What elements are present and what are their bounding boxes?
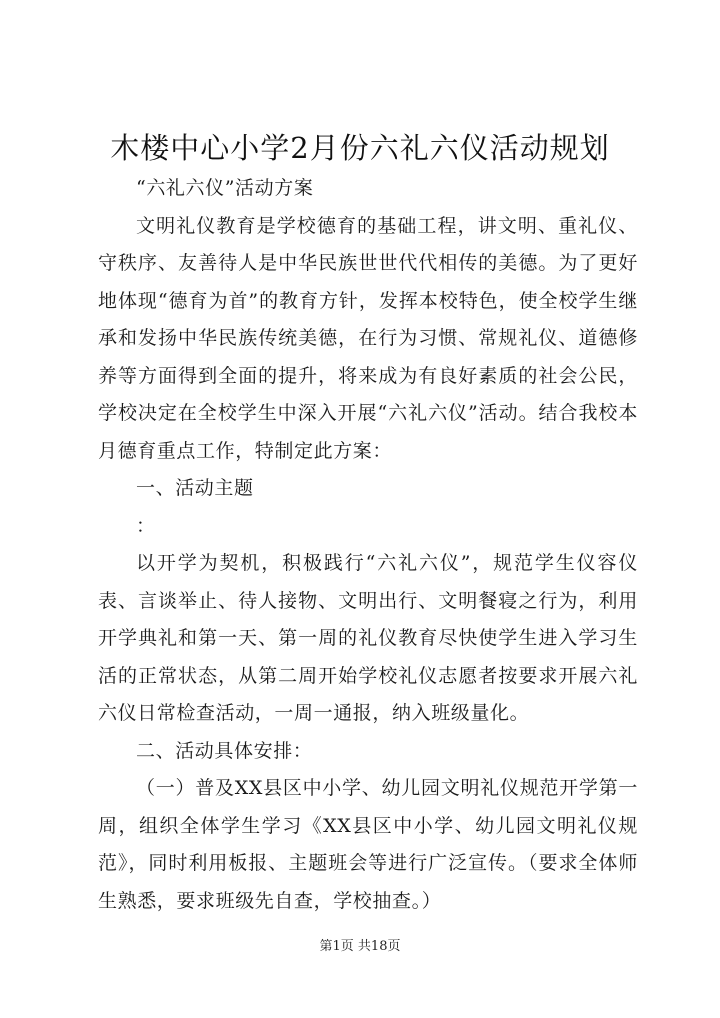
- paragraph-theme-body: 以开学为契机，积极践行“六礼六仪”，规范学生仪容仪表、言谈举止、待人接物、文明出行、文明餐寝之行为，利用开学典礼和第一天、第一周的礼仪教育尽快使学生进入学习生活的正常状态，从第二周开始学校礼仪志愿者按要求开展六礼六仪日常检查活动，一周一通报，纳入班级量化。: [98, 552, 638, 724]
- document-title: 木楼中心小学2月份六礼六仪活动规划: [110, 131, 610, 165]
- paragraph-arrangement-item-1: （一）普及XX县区中小学、幼儿园文明礼仪规范开学第一周，组织全体学生学习《XX县区中小学、幼儿园文明礼仪规范》，同时利用板报、主题班会等进行广泛宣传。（要求全体师生熟悉，要求班级先自查，学校抽查。）: [98, 777, 638, 912]
- section-heading-arrangement: 二、活动具体安排：: [136, 739, 313, 762]
- page-number-footer: 第1页 共18页: [319, 939, 401, 954]
- stray-colon: ：: [136, 514, 156, 537]
- subtitle: “六礼六仪”活动方案: [136, 177, 314, 199]
- section-heading-theme: 一、活动主题: [136, 477, 254, 499]
- document-body: [98, 170, 638, 920]
- paragraph-intro: 文明礼仪教育是学校德育的基础工程，讲文明、重礼仪、守秩序、友善待人是中华民族世世代代相传的美德。为了更好地体现“德育为首”的教育方针，发挥本校特色，使全校学生继承和发扬中华民族传统美德，在行为习惯、常规礼仪、道德修养等方面得到全面的提升，将来成为有良好素质的社会公民，学校决定在全校学生中深入开展“六礼六仪”活动。结合我校本月德育重点工作，特制定此方案：: [98, 214, 638, 462]
